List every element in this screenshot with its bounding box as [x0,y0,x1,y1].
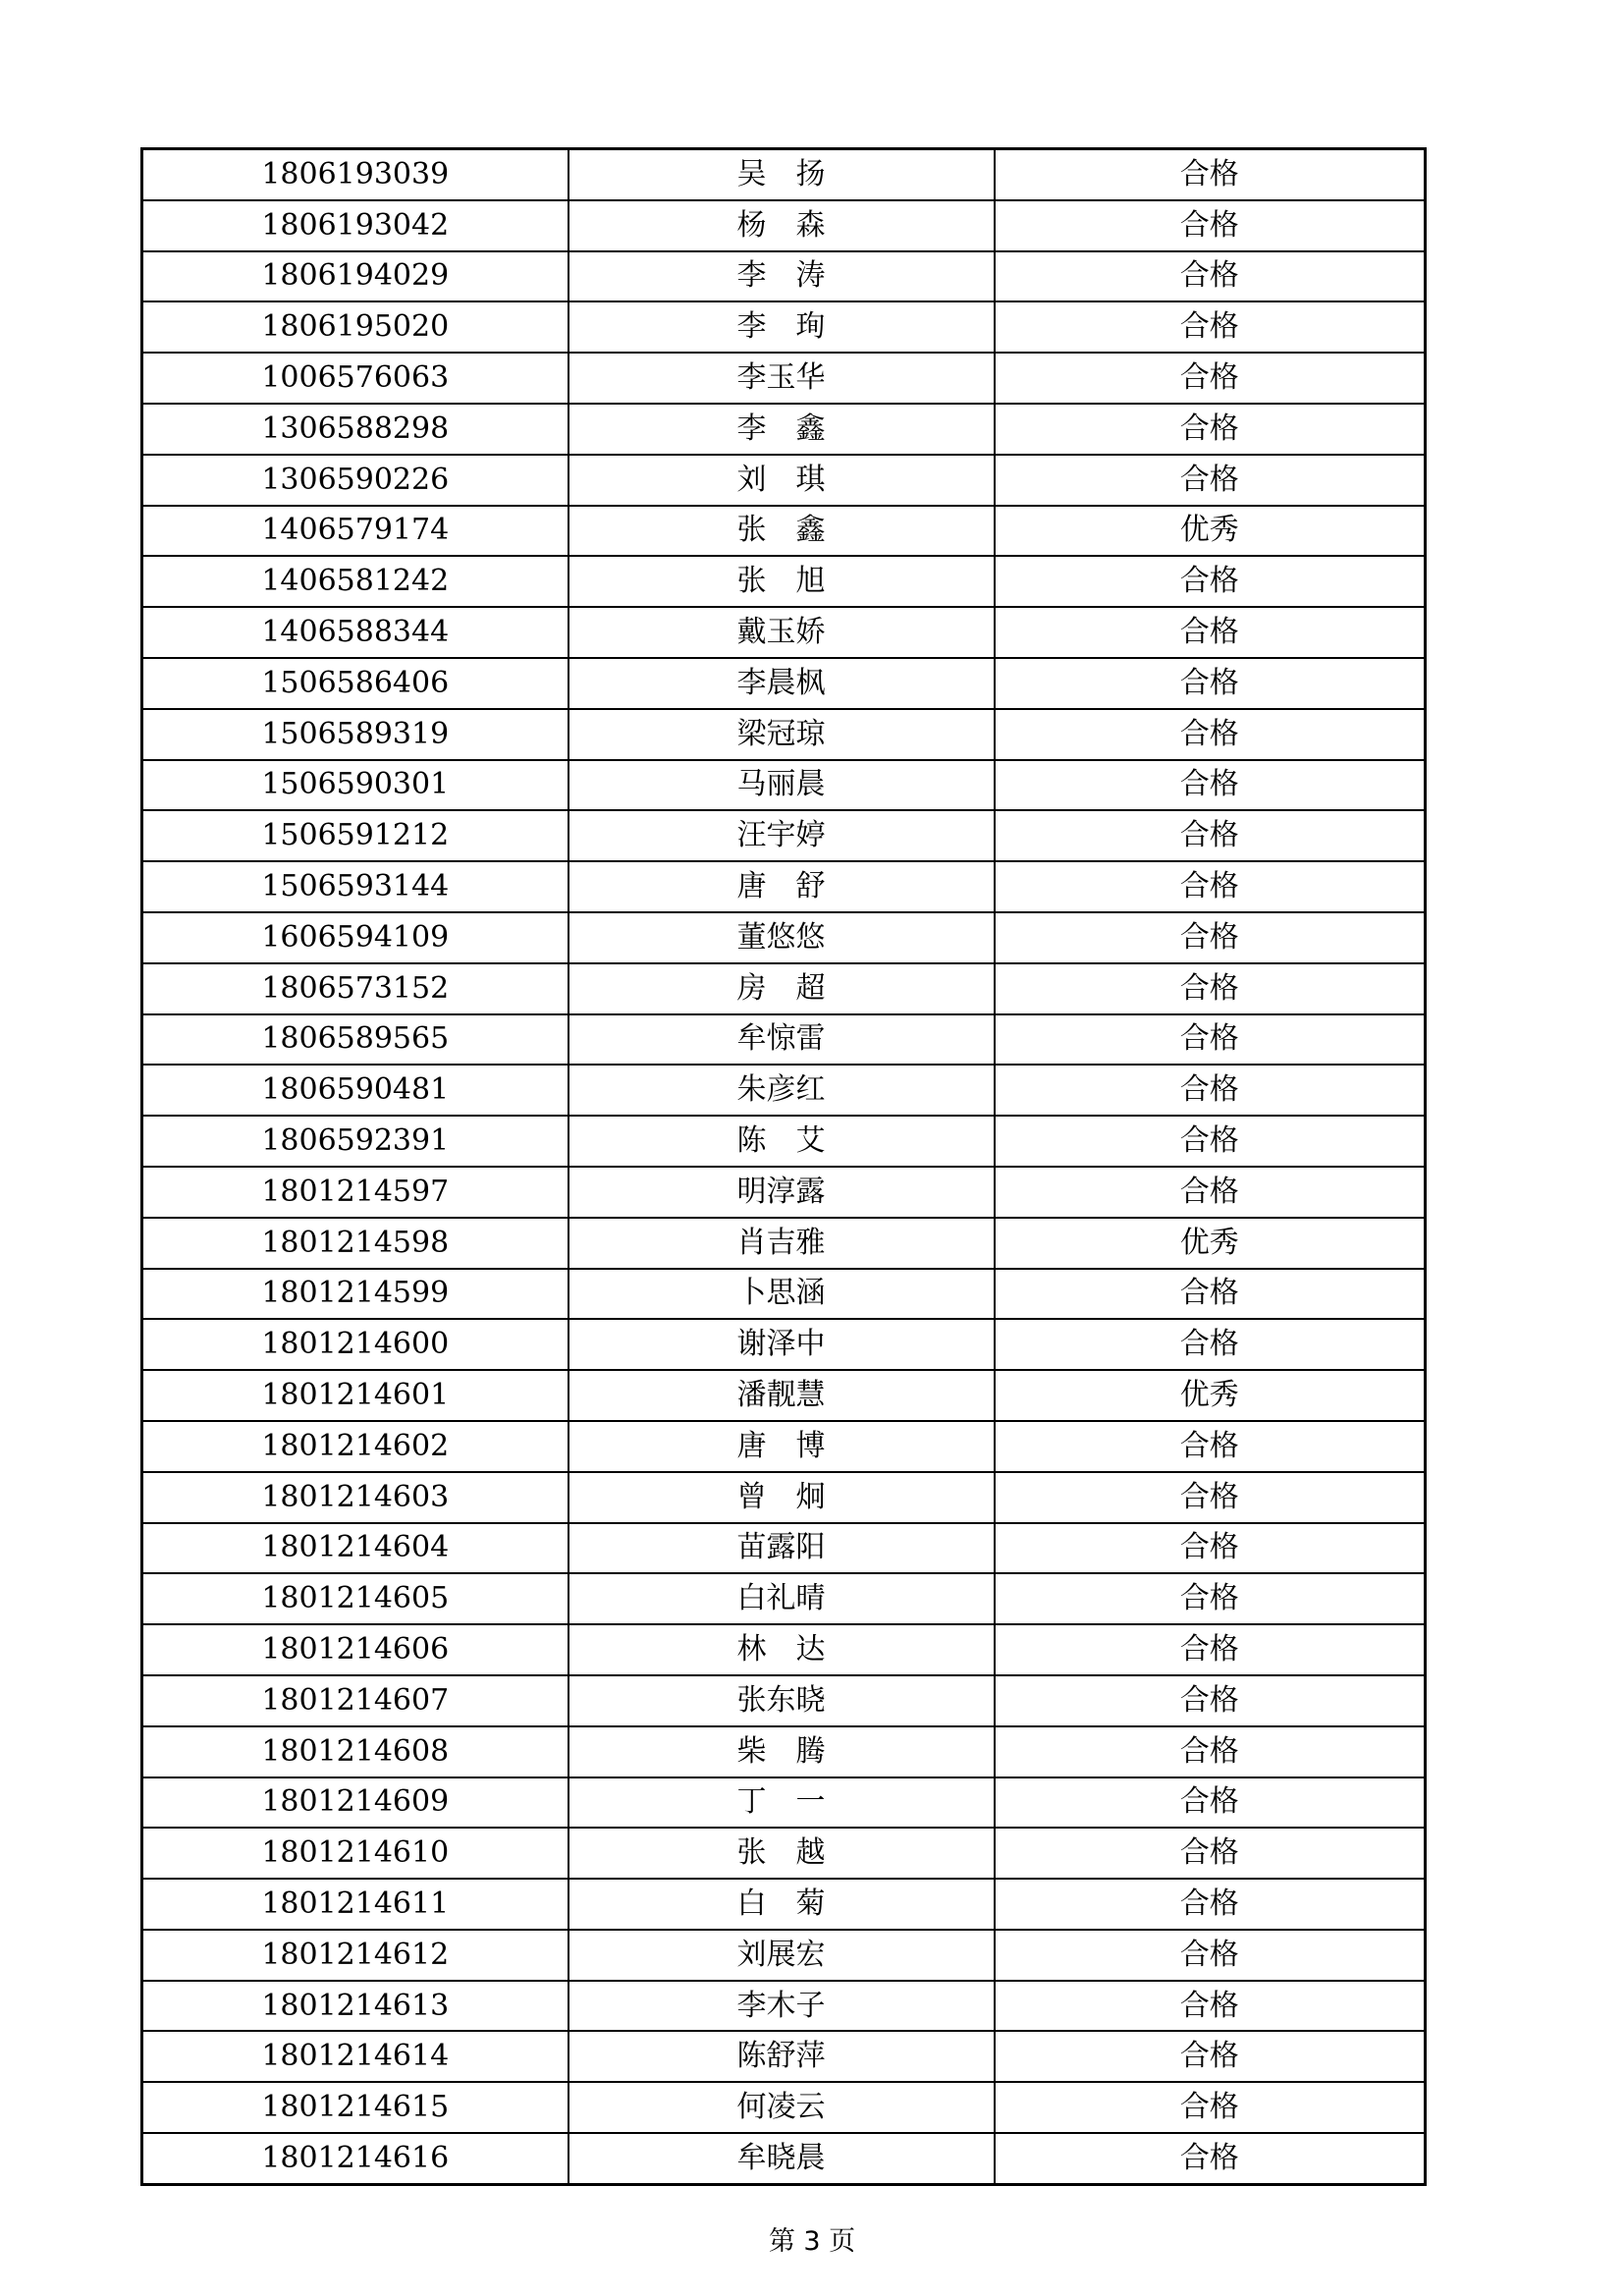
table-row [142,1116,1426,1167]
table-row [142,404,1426,455]
student-id-cell: 1506591212 [142,810,568,861]
table-row [142,1930,1426,1981]
grade-cell: 合格 [995,607,1426,658]
student-id-cell: 1406579174 [142,506,568,557]
grade-cell: 合格 [995,1269,1426,1320]
student-name-cell: 卜思涵 [568,1269,995,1320]
table-row [142,760,1426,811]
student-id-cell: 1506589319 [142,709,568,760]
table-row [142,1269,1426,1320]
student-name-cell: 汪宇婷 [568,810,995,861]
table-row [142,1472,1426,1523]
student-name-cell: 朱彦红 [568,1065,995,1116]
student-name-cell: 梁冠琼 [568,709,995,760]
student-id-cell: 1506593144 [142,861,568,912]
student-name-cell: 曾 炯 [568,1472,995,1523]
grade-cell: 合格 [995,963,1426,1014]
grade-cell: 合格 [995,1675,1426,1726]
table-body [142,149,1426,2185]
student-name-cell: 李 鑫 [568,404,995,455]
grade-cell: 合格 [995,251,1426,302]
grade-cell: 合格 [995,1167,1426,1218]
student-id-cell: 1801214609 [142,1777,568,1829]
table-row [142,1675,1426,1726]
table-row [142,506,1426,557]
student-id-cell: 1801214608 [142,1726,568,1777]
student-id-cell: 1801214615 [142,2082,568,2133]
table-row [142,1319,1426,1370]
grade-cell: 合格 [995,1065,1426,1116]
student-id-cell: 1801214601 [142,1370,568,1421]
table-row [142,301,1426,353]
table-row [142,1879,1426,1930]
grade-cell: 合格 [995,1014,1426,1066]
table-row [142,1421,1426,1472]
grade-cell: 合格 [995,404,1426,455]
student-name-cell: 唐 舒 [568,861,995,912]
student-name-cell: 张 旭 [568,556,995,607]
table-row [142,556,1426,607]
student-id-cell: 1406581242 [142,556,568,607]
table-row [142,1523,1426,1574]
student-id-cell: 1506586406 [142,658,568,709]
student-id-cell: 1801214612 [142,1930,568,1981]
grade-cell: 合格 [995,1777,1426,1829]
table-row [142,1167,1426,1218]
table-row [142,1624,1426,1675]
student-name-cell: 刘展宏 [568,1930,995,1981]
student-id-cell: 1801214597 [142,1167,568,1218]
grade-cell: 合格 [995,912,1426,963]
grade-cell: 合格 [995,556,1426,607]
student-name-cell: 房 超 [568,963,995,1014]
table-row [142,2082,1426,2133]
grade-cell: 合格 [995,2133,1426,2184]
table-row [142,810,1426,861]
grade-cell: 优秀 [995,1218,1426,1269]
table-row [142,607,1426,658]
student-name-cell: 苗露阳 [568,1523,995,1574]
grade-cell: 合格 [995,455,1426,506]
grade-cell: 合格 [995,1319,1426,1370]
student-name-cell: 戴玉娇 [568,607,995,658]
grade-cell: 合格 [995,1116,1426,1167]
student-name-cell: 杨 森 [568,200,995,251]
student-id-cell: 1806590481 [142,1065,568,1116]
table-row [142,2031,1426,2082]
student-id-cell: 1306590226 [142,455,568,506]
student-name-cell: 张 越 [568,1828,995,1879]
table-row [142,455,1426,506]
student-id-cell: 1806193039 [142,149,568,200]
student-id-cell: 1801214616 [142,2133,568,2184]
table-row [142,1065,1426,1116]
student-name-cell: 李晨枫 [568,658,995,709]
table-row [142,1777,1426,1829]
student-name-cell: 李木子 [568,1981,995,2032]
grade-cell: 合格 [995,1624,1426,1675]
student-name-cell: 刘 琪 [568,455,995,506]
student-id-cell: 1801214614 [142,2031,568,2082]
page-number: 第 3 页 [768,2226,856,2257]
student-id-cell: 1006576063 [142,353,568,404]
student-name-cell: 唐 博 [568,1421,995,1472]
table-row [142,353,1426,404]
student-name-cell: 张东晓 [568,1675,995,1726]
table-row [142,1726,1426,1777]
student-name-cell: 林 达 [568,1624,995,1675]
student-id-cell: 1806573152 [142,963,568,1014]
student-name-cell: 马丽晨 [568,760,995,811]
student-id-cell: 1801214606 [142,1624,568,1675]
table-row [142,1370,1426,1421]
student-id-cell: 1801214613 [142,1981,568,2032]
table-row [142,709,1426,760]
student-name-cell: 柴 腾 [568,1726,995,1777]
student-id-cell: 1801214611 [142,1879,568,1930]
table-row [142,2133,1426,2184]
grade-cell: 合格 [995,149,1426,200]
grade-cell: 合格 [995,1523,1426,1574]
student-id-cell: 1506590301 [142,760,568,811]
table-row [142,861,1426,912]
student-name-cell: 牟晓晨 [568,2133,995,2184]
table-row [142,1828,1426,1879]
table-row [142,1981,1426,2032]
grade-cell: 合格 [995,1930,1426,1981]
grade-cell: 合格 [995,1981,1426,2032]
grade-cell: 合格 [995,353,1426,404]
table-row [142,658,1426,709]
student-name-cell: 张 鑫 [568,506,995,557]
table-row [142,1573,1426,1624]
table-row [142,912,1426,963]
student-name-cell: 潘靓慧 [568,1370,995,1421]
grade-cell: 合格 [995,709,1426,760]
student-id-cell: 1806589565 [142,1014,568,1066]
student-name-cell: 李 珣 [568,301,995,353]
student-id-cell: 1801214607 [142,1675,568,1726]
student-name-cell: 陈 艾 [568,1116,995,1167]
grade-cell: 合格 [995,1573,1426,1624]
student-name-cell: 丁 一 [568,1777,995,1829]
grade-cell: 合格 [995,1828,1426,1879]
grade-cell: 合格 [995,658,1426,709]
student-name-cell: 肖吉雅 [568,1218,995,1269]
student-id-cell: 1801214605 [142,1573,568,1624]
grade-cell: 优秀 [995,1370,1426,1421]
table-row [142,1218,1426,1269]
student-id-cell: 1806592391 [142,1116,568,1167]
grade-cell: 合格 [995,2082,1426,2133]
grade-cell: 合格 [995,1472,1426,1523]
grade-cell: 合格 [995,1879,1426,1930]
student-id-cell: 1801214610 [142,1828,568,1879]
student-name-cell: 谢泽中 [568,1319,995,1370]
grade-cell: 合格 [995,301,1426,353]
student-id-cell: 1801214598 [142,1218,568,1269]
student-name-cell: 吴 扬 [568,149,995,200]
student-name-cell: 李玉华 [568,353,995,404]
student-id-cell: 1806193042 [142,200,568,251]
student-name-cell: 何凌云 [568,2082,995,2133]
grade-cell: 合格 [995,810,1426,861]
student-id-cell: 1606594109 [142,912,568,963]
student-name-cell: 陈舒萍 [568,2031,995,2082]
grade-cell: 优秀 [995,506,1426,557]
student-id-cell: 1801214599 [142,1269,568,1320]
student-name-cell: 白礼晴 [568,1573,995,1624]
student-id-cell: 1801214604 [142,1523,568,1574]
grade-cell: 合格 [995,2031,1426,2082]
table-row [142,251,1426,302]
student-id-cell: 1306588298 [142,404,568,455]
student-id-cell: 1801214600 [142,1319,568,1370]
student-name-cell: 明淳露 [568,1167,995,1218]
grade-cell: 合格 [995,760,1426,811]
student-id-cell: 1801214602 [142,1421,568,1472]
student-id-cell: 1806194029 [142,251,568,302]
student-id-cell: 1801214603 [142,1472,568,1523]
grade-cell: 合格 [995,1421,1426,1472]
table-row [142,149,1426,200]
student-id-cell: 1406588344 [142,607,568,658]
results-table [140,147,1427,2186]
table-row [142,200,1426,251]
grade-cell: 合格 [995,200,1426,251]
student-name-cell: 白 菊 [568,1879,995,1930]
student-name-cell: 李 涛 [568,251,995,302]
grade-cell: 合格 [995,1726,1426,1777]
student-id-cell: 1806195020 [142,301,568,353]
grade-cell: 合格 [995,861,1426,912]
table-row [142,1014,1426,1066]
table-row [142,963,1426,1014]
student-name-cell: 牟惊雷 [568,1014,995,1066]
student-name-cell: 董悠悠 [568,912,995,963]
